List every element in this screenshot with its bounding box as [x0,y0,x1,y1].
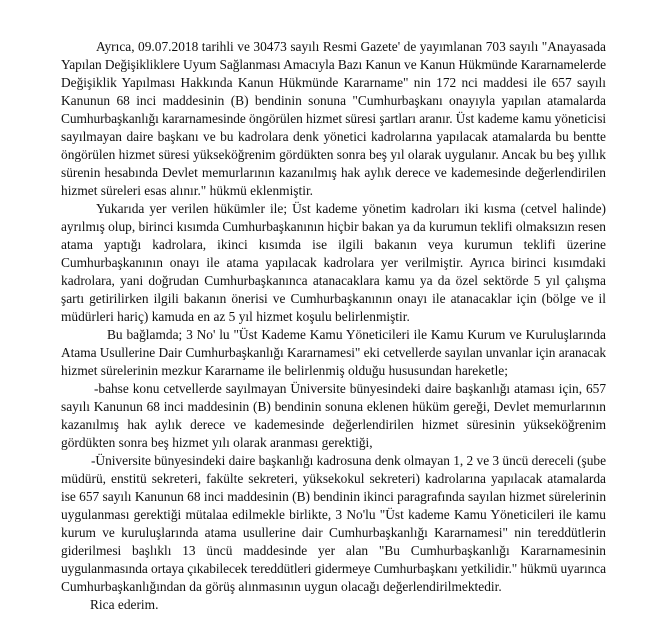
text-line: kazanılmış hak aylık derece ve kademesinde değerlendirilen hizmet süresinin yükseköğrenim [61,417,606,432]
text-line: hizmet süreleri esas alınır." hükmü eklenmiştir. [61,183,314,198]
text-line: Bu bağlamda; 3 No' lu "Üst Kademe Kamu Yöneticileri ile Kamu Kurum ve Kuruluşlarında [107,327,606,342]
paragraph-universite [61,452,606,596]
text-line: kadrolara, yani doğrudan Cumhurbaşkanınca atanacaklara kamu ya da özel sektörde 5 yıl çalışma [61,273,606,288]
text-line: sürenin hesabında Devlet memurlarının kazanılmış hak aylık derece ve kademesinde değerlendirilen [61,165,606,180]
text-line: Yukarıda yer verilen hükümler ile; Üst kademe yönetim kadroları iki kısma (cetvel halinde) [96,201,606,216]
text-line: atama yaptığı kadrolara, ikinci kısımda ise ilgili bakanın veya kurumun teklifi üzerine [61,237,606,252]
text-line: Cumhurbaşkanlığı kararnamesinde öngörülen hizmet süresi şartları aranır. Üst kademe kamu yöneticisi [61,111,606,126]
text-line: Değişiklik Yapılması Hakkında Kanun Hükmünde Kararname" nin 172 nci maddesi ile 657 sayılı [61,75,606,90]
paragraph-resmi-gazete [61,38,606,200]
text-line: şartı getirilirken ilgili bakanın önerisi ve Cumhurbaşkanının onayı ile atanacaklar için (bölge ve il [61,291,606,306]
text-line: Cumhurbaşkanının onayı ile atama yapılacak kadrolara yer verilmiştir. Ayrıca birinci kısımdaki [61,255,606,270]
text-line: Ayrıca, 09.07.2018 tarihli ve 30473 sayılı Resmi Gazete' de yayımlanan 703 sayılı "Anayasada [96,39,606,54]
text-line: -bahse konu cetvellerde sayılmayan Üniversite bünyesindeki daire başkanlığı ataması için, 657 [94,381,606,396]
text-line: sayılı Kanunun 68 inci maddesinin (B) bendinin sonuna eklenen hüküm gereği, Devlet memurlarının [61,399,606,414]
text-line: Yapılan Değişikliklere Uyum Sağlanması Amacıyla Bazı Kanun ve Kanun Hükmünde Kararnamelerde [61,57,606,72]
text-line: Cumhurbaşkanlığından da görüş alınmasının uygun olacağı değerlendirilmektedir. [61,579,502,594]
text-line: uygulanmasında ortaya çıkabilecek tereddütleri gidermeye Cumhurbaşkanı yetkilidir." hükmü uyarınca [61,561,606,576]
text-line: giderilmesi başlıklı 13 üncü maddesinde yer alan "Bu Cumhurbaşkanlığı Kararnamesinin [61,543,606,558]
text-line: Atama Usullerine Dair Cumhurbaşkanlığı Kararnamesi" eki cetvellerde sayılan unvanlar için aranacak [61,345,606,360]
document-body [61,38,606,614]
paragraph-bahse-konu [61,380,606,452]
text-line: uygulanması gerektiği mütalaa edilmekle birlikte, 3 No'lu "Üst kademe Kamu Yöneticileri ile kamu [61,507,606,522]
text-line: gördükten sonra beş hizmet yılı olarak aranması gerektiği, [61,435,373,450]
paragraph-ust-kademe [61,200,606,326]
paragraph-bu-baglamda [61,326,606,380]
text-line: kurum ve kuruluşlarında atama usullerine dair Cumhurbaşkanlığı Kararnamesi" nin tereddütlerin [61,525,606,540]
text-line: müdürleri hariç) kamuda en az 5 yıl hizmet koşulu belirlenmiştir. [61,309,410,324]
text-line: hizmet sürelerinin mezkur Kararname ile belirlenmiş olduğu hususundan hareketle; [61,363,508,378]
text-line: -Üniversite bünyesindeki daire başkanlığı kadrosuna denk olmayan 1, 2 ve 3 üncü dereceli (şube [91,453,606,468]
closing-line: Rica ederim. [90,597,159,612]
text-line: Kanunun 68 inci maddesinin (B) bendinin sonuna "Cumhurbaşkanı onayıyla yapılan atamalarda [61,93,606,108]
text-line: öngörülen hizmet süresi yükseköğrenim gördükten sonra beş yıl olarak uygulanır. Ancak bu beş yıllık [61,147,606,162]
paragraph-closing [61,596,606,614]
text-line: sayılmayan daire başkanı ve bu kadrolara denk yönetici kadrolarına yapılacak atamalarda bu bentte [61,129,606,144]
text-line: ayrılmış olup, birinci kısımda Cumhurbaşkanının hiçbir bakan ya da kurumun teklifi olmaksızın resen [61,219,606,234]
text-line: ise 657 sayılı Kanunun 68 inci maddesinin (B) bendinin ikinci paragrafında sayılan hizmet sürelerinin [61,489,606,504]
text-line: müdürü, enstitü sekreteri, fakülte sekreteri, yüksekokul sekreteri) kadrolarına yapılacak atamalarda [61,471,606,486]
